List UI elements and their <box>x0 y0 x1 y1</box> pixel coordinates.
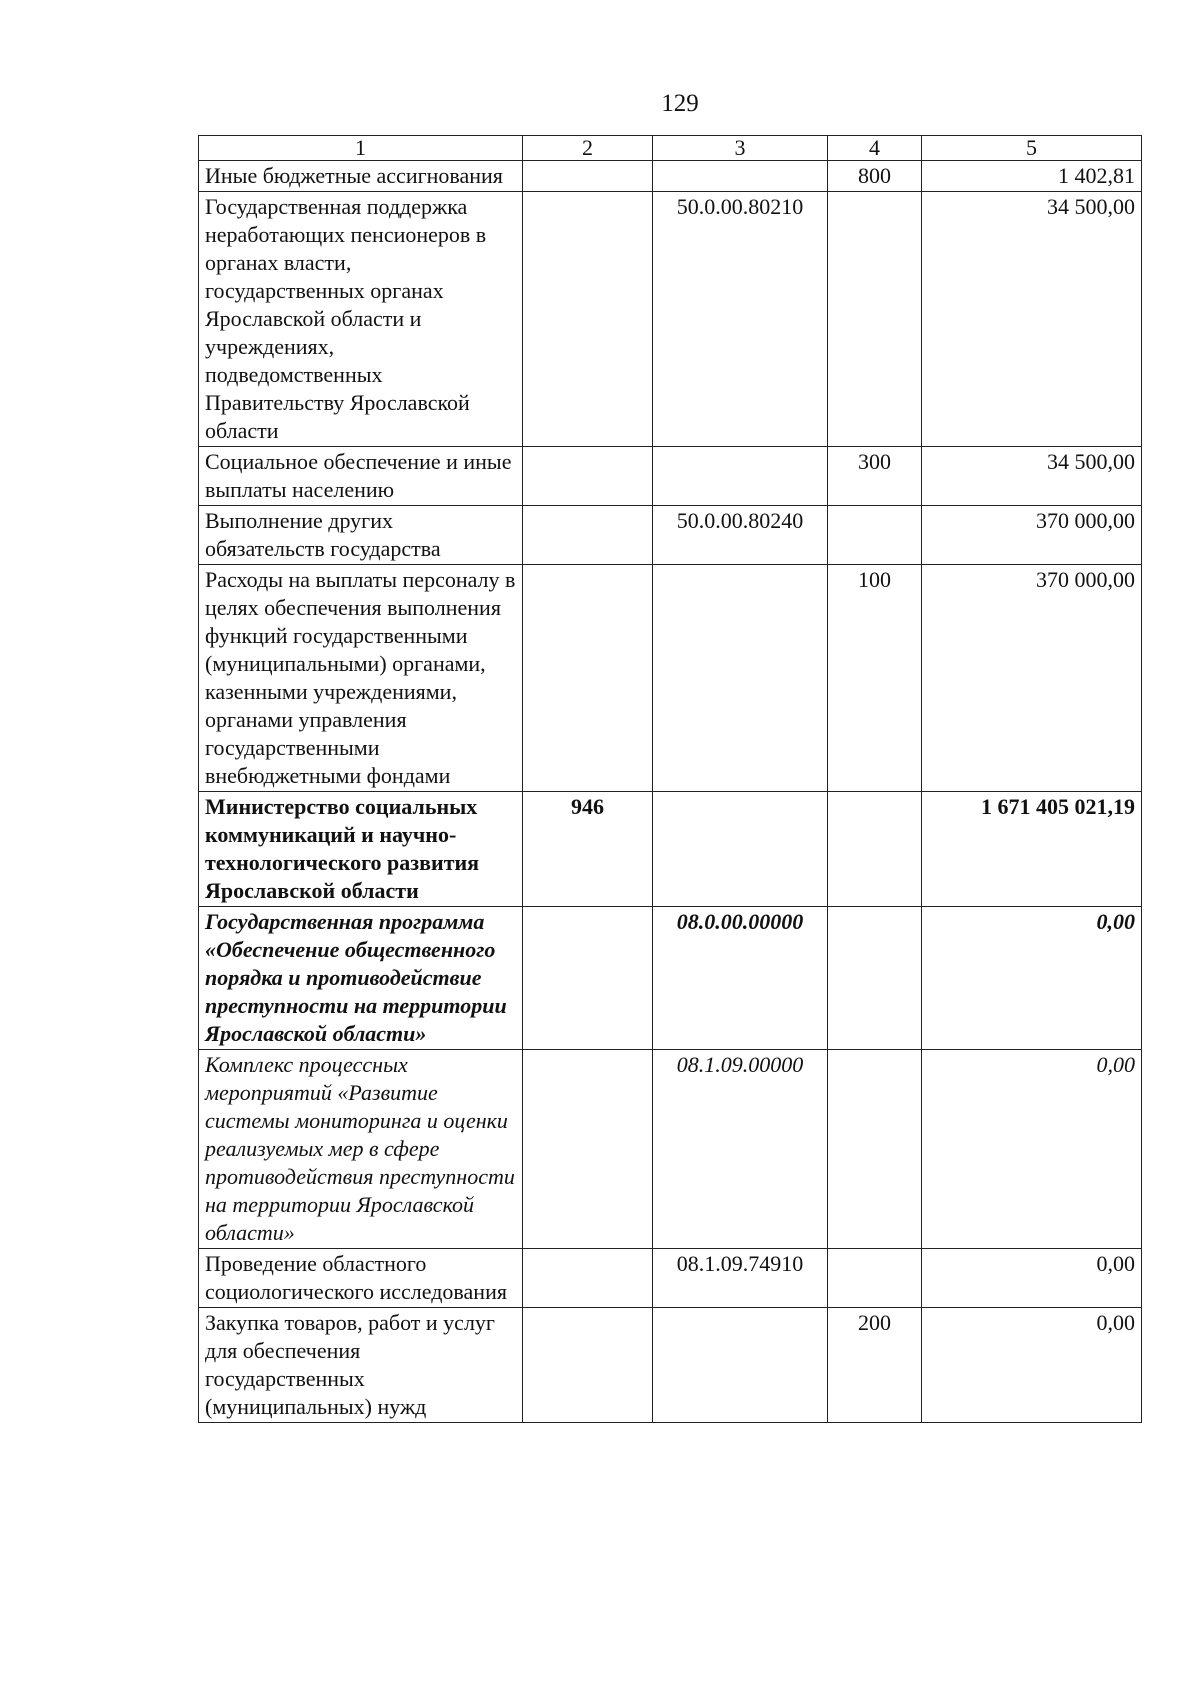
ministry-code-cell <box>523 506 653 565</box>
ministry-code-cell <box>523 1050 653 1249</box>
row-name-cell: Государственная программа «Обеспечение общественного порядка и противодействие преступности на территории Ярославской области» <box>199 907 523 1050</box>
amount-cell: 370 000,00 <box>922 506 1142 565</box>
header-col-3: 3 <box>653 136 828 161</box>
ministry-code-cell <box>523 192 653 447</box>
ministry-code-cell <box>523 907 653 1050</box>
row-name-cell: Проведение областного социологического исследования <box>199 1249 523 1308</box>
expense-type-cell <box>828 907 922 1050</box>
table-row <box>199 1249 1142 1308</box>
table-row <box>199 192 1142 447</box>
amount-cell: 34 500,00 <box>922 192 1142 447</box>
program-code-cell: 08.1.09.74910 <box>653 1249 828 1308</box>
program-code-cell: 08.1.09.00000 <box>653 1050 828 1249</box>
table-row <box>199 506 1142 565</box>
table-body <box>199 161 1142 1423</box>
page-number: 129 <box>661 90 699 117</box>
amount-cell: 1 671 405 021,19 <box>922 792 1142 907</box>
amount-cell: 0,00 <box>922 907 1142 1050</box>
header-col-4: 4 <box>828 136 922 161</box>
table-row <box>199 907 1142 1050</box>
table-row <box>199 1050 1142 1249</box>
header-col-5: 5 <box>922 136 1142 161</box>
program-code-cell <box>653 792 828 907</box>
amount-cell: 0,00 <box>922 1249 1142 1308</box>
expense-type-cell <box>828 792 922 907</box>
program-code-cell: 50.0.00.80210 <box>653 192 828 447</box>
program-code-cell: 50.0.00.80240 <box>653 506 828 565</box>
program-code-cell <box>653 565 828 792</box>
row-name-cell: Расходы на выплаты персоналу в целях обеспечения выполнения функций государственными (муниципальными) органами, казенными учреждениями, органами управления государственными внебюджетными фондами <box>199 565 523 792</box>
table-row <box>199 161 1142 192</box>
amount-cell: 34 500,00 <box>922 447 1142 506</box>
program-code-cell <box>653 1308 828 1423</box>
amount-cell: 1 402,81 <box>922 161 1142 192</box>
table-row <box>199 447 1142 506</box>
row-name-cell: Закупка товаров, работ и услуг для обеспечения государственных (муниципальных) нужд <box>199 1308 523 1423</box>
ministry-code-cell <box>523 1308 653 1423</box>
row-name-cell: Комплекс процессных мероприятий «Развитие системы мониторинга и оценки реализуемых мер в сфере противодействия преступности на территории Ярославской области» <box>199 1050 523 1249</box>
header-col-1: 1 <box>199 136 523 161</box>
program-code-cell <box>653 447 828 506</box>
row-name-cell: Иные бюджетные ассигнования <box>199 161 523 192</box>
table-row <box>199 792 1142 907</box>
expense-type-cell: 800 <box>828 161 922 192</box>
expense-type-cell <box>828 506 922 565</box>
table-row <box>199 1308 1142 1423</box>
expense-type-cell: 300 <box>828 447 922 506</box>
row-name-cell: Социальное обеспечение и иные выплаты населению <box>199 447 523 506</box>
expense-type-cell: 100 <box>828 565 922 792</box>
program-code-cell: 08.0.00.00000 <box>653 907 828 1050</box>
row-name-cell: Государственная поддержка неработающих пенсионеров в органах власти, государственных органах Ярославской области и учреждениях, подведомственных Правительству Ярославской области <box>199 192 523 447</box>
ministry-code-cell <box>523 161 653 192</box>
expense-type-cell <box>828 1249 922 1308</box>
budget-table <box>198 135 1142 1423</box>
amount-cell: 0,00 <box>922 1308 1142 1423</box>
expense-type-cell <box>828 192 922 447</box>
header-col-2: 2 <box>523 136 653 161</box>
amount-cell: 370 000,00 <box>922 565 1142 792</box>
table-row <box>199 565 1142 792</box>
ministry-code-cell <box>523 1249 653 1308</box>
program-code-cell <box>653 161 828 192</box>
expense-type-cell: 200 <box>828 1308 922 1423</box>
row-name-cell: Министерство социальных коммуникаций и научно-технологического развития Ярославской области <box>199 792 523 907</box>
row-name-cell: Выполнение других обязательств государства <box>199 506 523 565</box>
amount-cell: 0,00 <box>922 1050 1142 1249</box>
ministry-code-cell: 946 <box>523 792 653 907</box>
expense-type-cell <box>828 1050 922 1249</box>
ministry-code-cell <box>523 447 653 506</box>
ministry-code-cell <box>523 565 653 792</box>
header-row <box>199 136 1142 161</box>
